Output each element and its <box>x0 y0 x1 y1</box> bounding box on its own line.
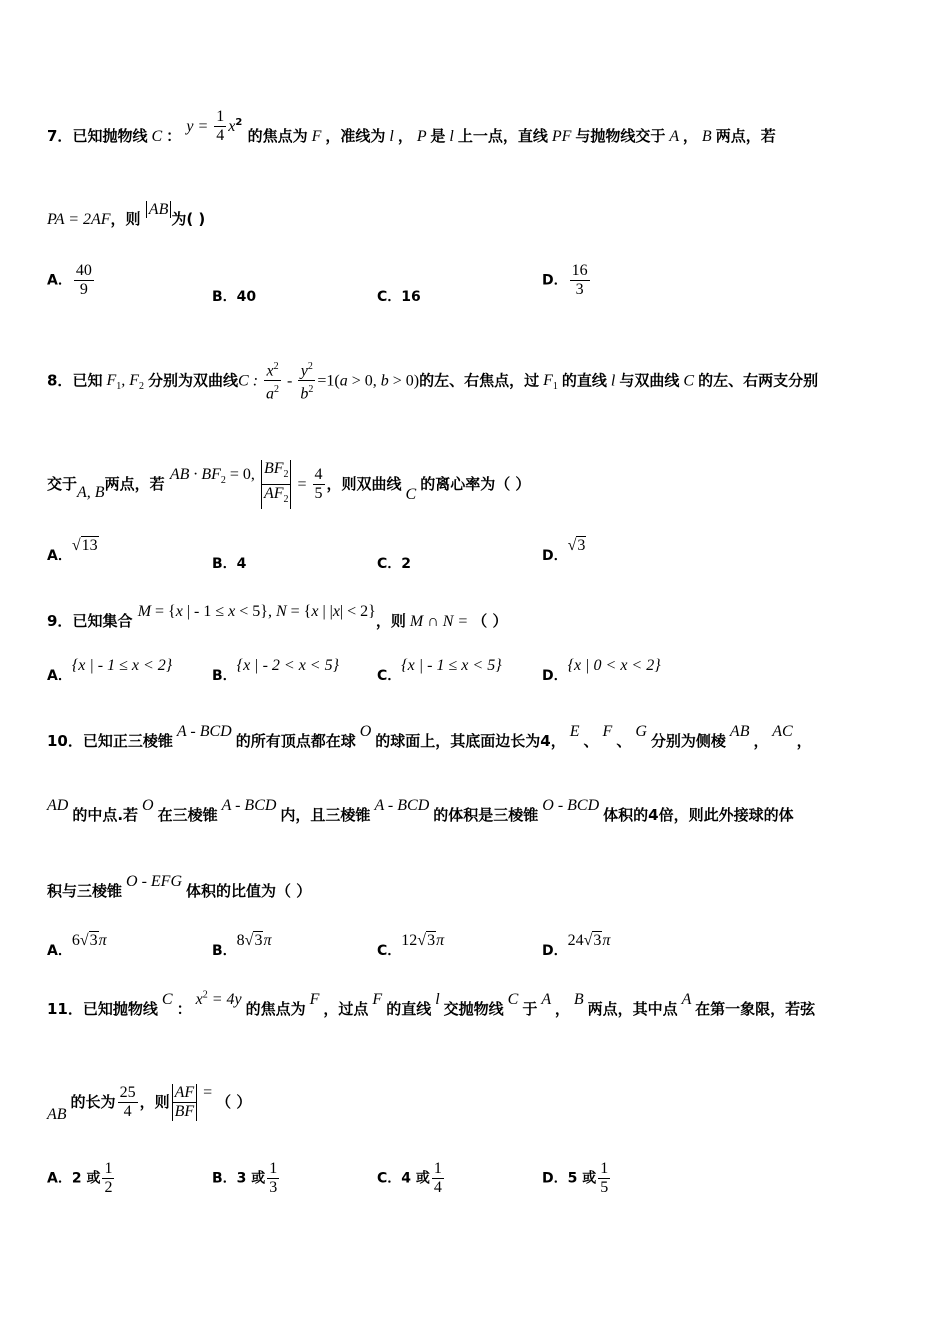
q9-option-d: D．{x | 0 < x < 2} <box>542 657 661 684</box>
q10-line-1: 10．已知正三棱锥 A - BCD 的所有顶点都在球 O 的球面上，其底面边长为4， E 、 F 、 G 分别为侧棱 AB ， AC ， <box>47 723 812 750</box>
q10-option-a: A．6√3π <box>47 932 107 959</box>
q7-option-d: D． $\frac{16}{3}$ <box>542 262 588 298</box>
q8-option-d: D．√3 <box>542 537 586 564</box>
q7-option-c: C．16 <box>377 289 421 305</box>
q11-line-2: AB 的长为 $\frac{25}{4}$ ，则 $\frac{AF}{BF}$ = （ ） <box>47 1084 252 1123</box>
q7-option-b: B．40 <box>212 289 257 305</box>
q9-option-c: C．{x | - 1 ≤ x < 5} <box>377 657 502 684</box>
q10-line-2: AD 的中点.若 O 在三棱锥 A - BCD 内，且三棱锥 A - BCD 的体积是三棱锥 O - BCD 体积的4倍，则此外接球的体 <box>47 797 794 824</box>
q8-option-b: B．4 <box>212 556 247 572</box>
q10-line-3: 积与三棱锥 O - EFG 体积的比值为（ ） <box>47 873 312 900</box>
q11-option-b: B．3 或 $\frac{1}{3}$ <box>212 1160 278 1196</box>
q7-frac-1-4: $\frac{1}{4}$ <box>216 108 225 144</box>
q9-option-a: A．{x | - 1 ≤ x < 2} <box>47 657 173 684</box>
q10-option-c: C．12√3π <box>377 932 445 959</box>
q8-option-a: A．√13 <box>47 537 98 564</box>
q11-option-a: A．2 或 $\frac{1}{2}$ <box>47 1160 113 1196</box>
q8-line-1: 8．已知 $F_1$, $F_2$ 分别为双曲线C : $\frac{x^2}{a^2}$ - $\frac{y^2}{b^2}$ =1(a > 0, b > 0)的左、右焦点，过 $F_1$ 的直线 l 与双曲线 C 的左、右两支分别 <box>47 358 920 404</box>
q11-option-d: D．5 或 $\frac{1}{5}$ <box>542 1160 609 1196</box>
q11-line-1: 11．已知抛物线 C ： $x^2 = 4y$ 的焦点为 F ，过点 F 的直线 l 交抛物线 C 于 A ， B 两点，其中点 A 在第一象限，若弦 <box>47 989 816 1018</box>
q9-line-1: 9．已知集合 M = {x | - 1 ≤ x < 5}, N = {x | |x| < 2}，则 M ∩ N = （ ） <box>47 603 508 630</box>
q8-option-c: C．2 <box>377 556 412 572</box>
q7-line-1: 7．已知抛物线 C ： y = $\frac{1}{4}$ $x^2$ 的焦点为 F ，准线为 l ， P 是 l 上一点，直线 PF 与抛物线交于 A ， B 两点，若 <box>47 108 776 145</box>
q8-line-2: 交于A, B两点，若 AB · $BF_2 = 0$, $\frac{BF_2}{AF_2}$ = $\frac{4}{5}$ ，则双曲线 C 的离心率为（ ） <box>47 460 920 509</box>
q11-option-c: C．4 或 $\frac{1}{4}$ <box>377 1160 442 1196</box>
q7-option-a: A． $\frac{40}{9}$ <box>47 262 92 298</box>
q7-line-2: PA = 2AF，则 AB为( ) <box>47 201 206 228</box>
q10-option-d: D．24√3π <box>542 932 611 959</box>
q9-option-b: B．{x | - 2 < x < 5} <box>212 657 339 684</box>
q10-option-b: B．8√3π <box>212 932 272 959</box>
